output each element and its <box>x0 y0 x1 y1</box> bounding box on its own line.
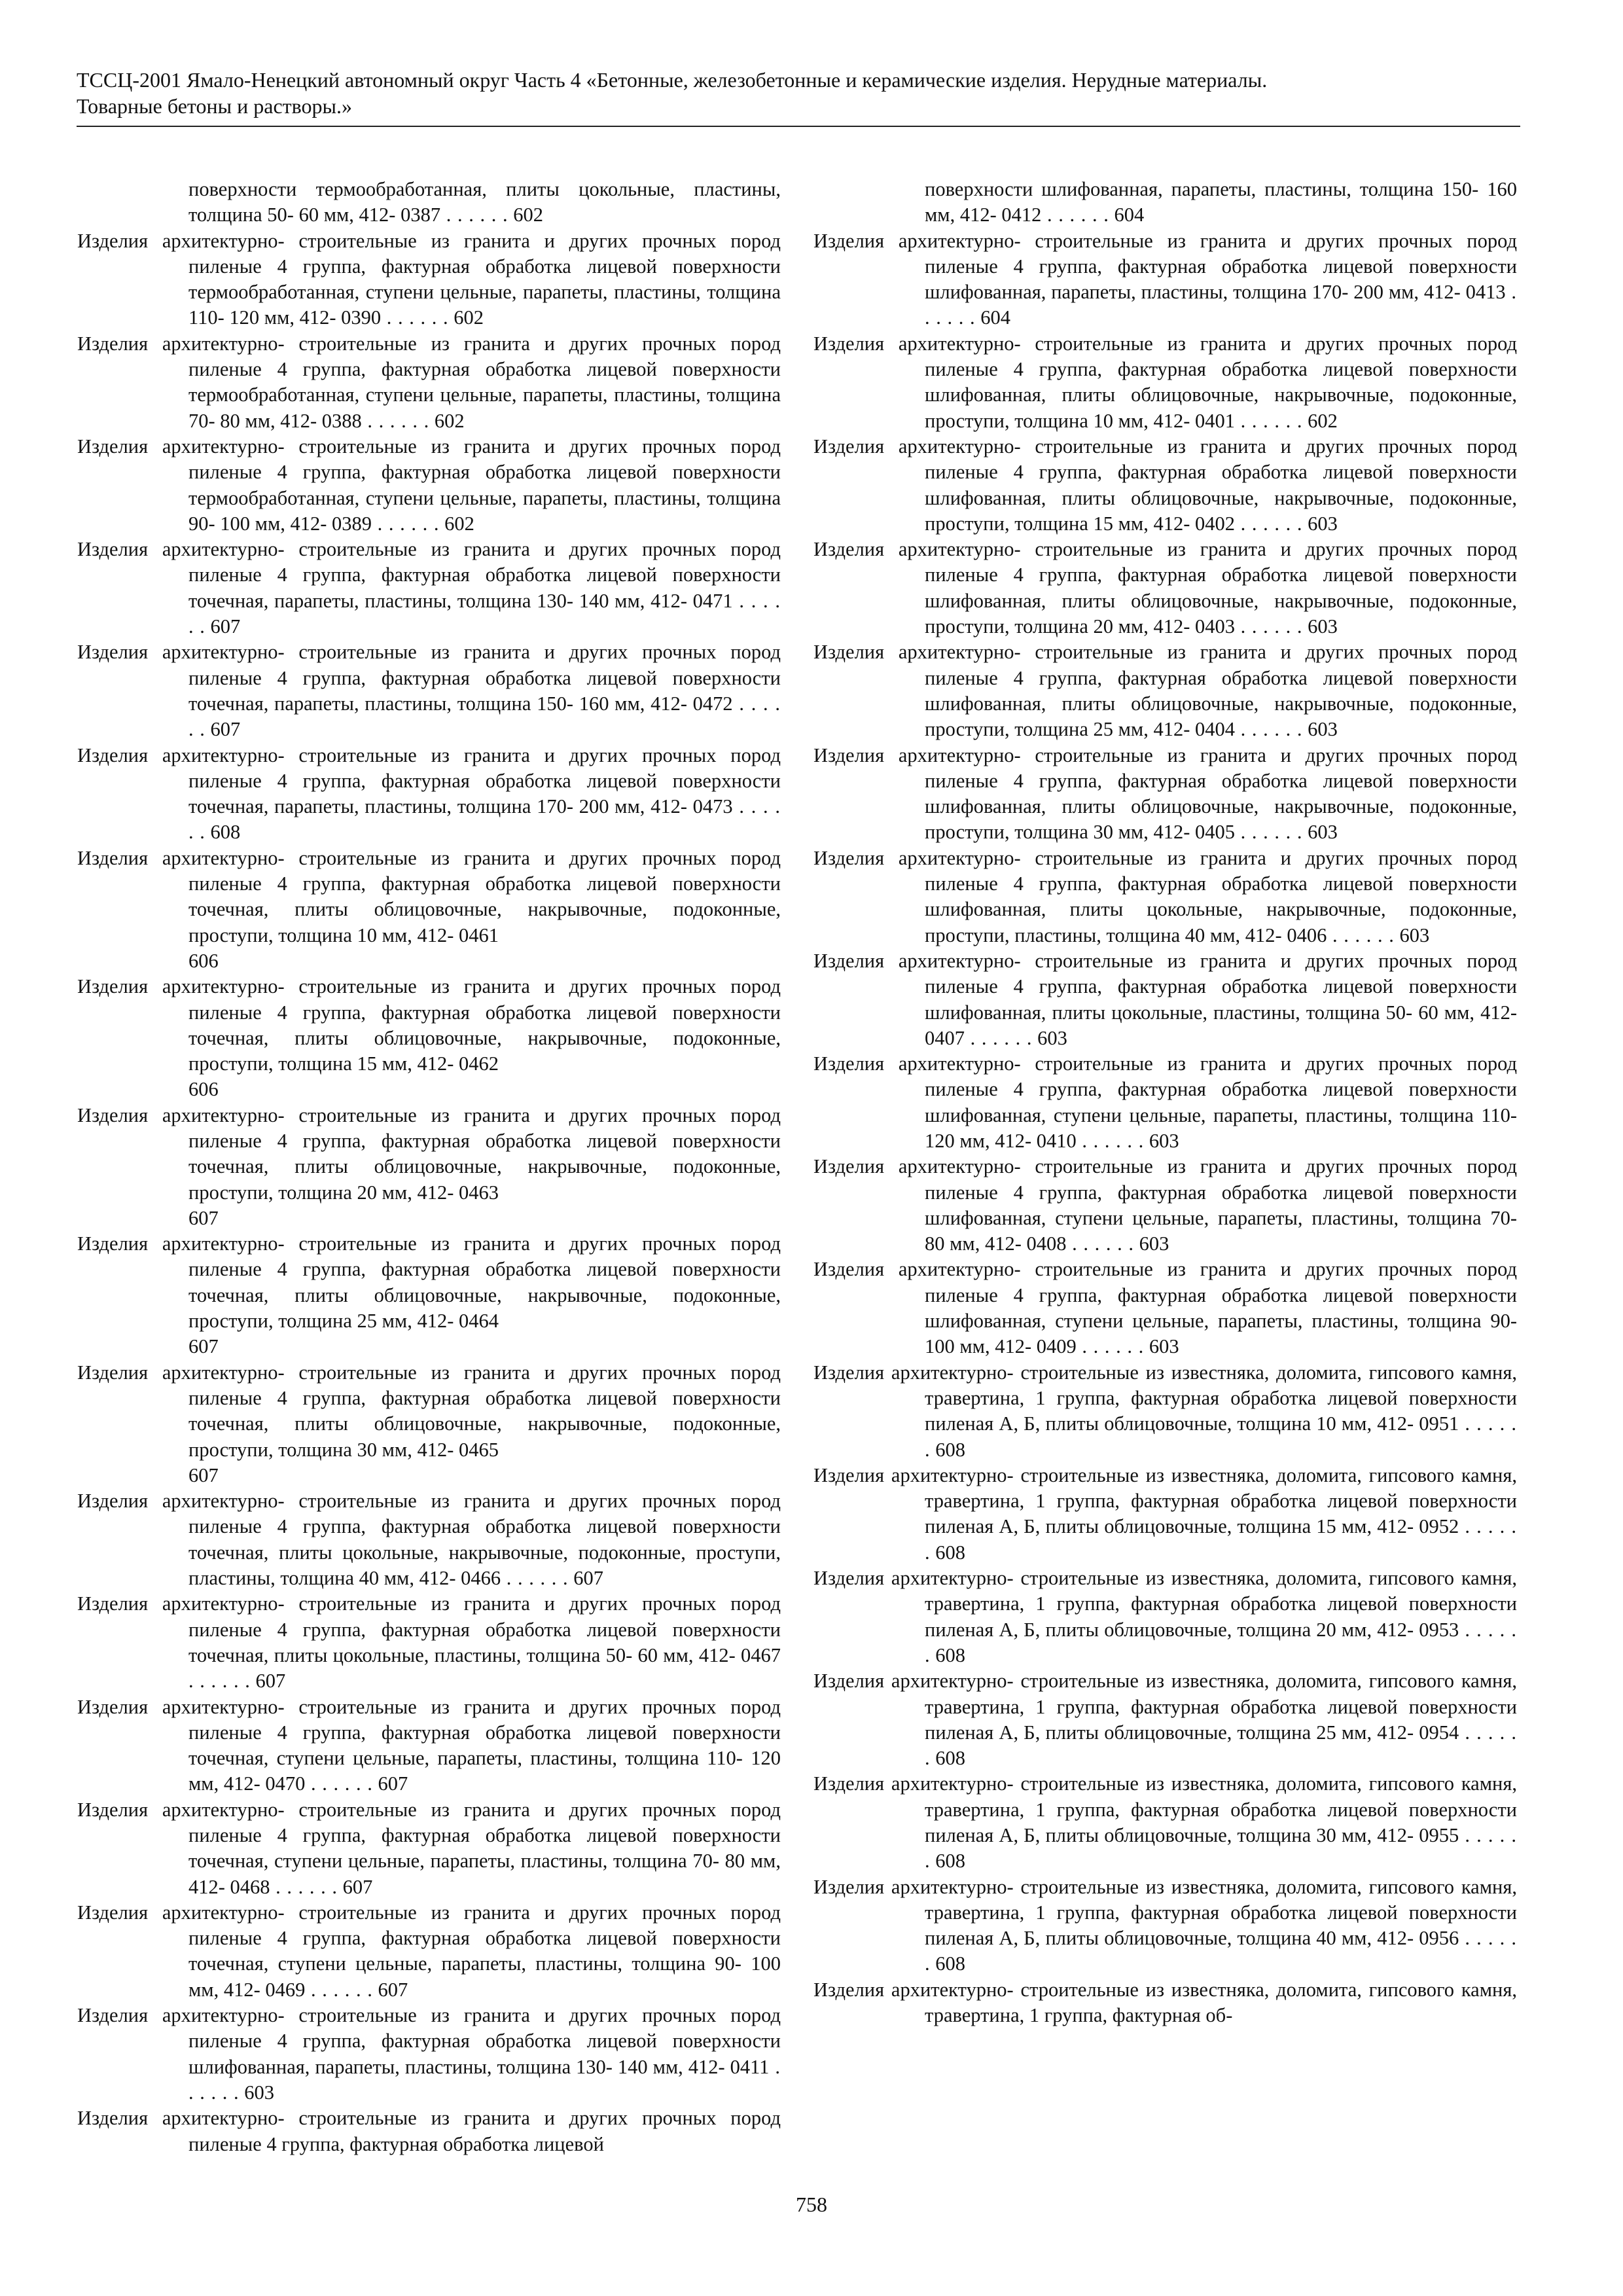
index-entry <box>77 743 781 846</box>
leader-dots: . . . . . . <box>1235 512 1303 535</box>
index-entry <box>77 846 781 974</box>
index-column-left <box>77 177 781 2157</box>
entry-text: поверхности термообработанная, плиты цокольные, пластины, толщина 50- 60 мм, 412- 0387 <box>188 178 781 226</box>
page-reference: 608 <box>935 1541 965 1564</box>
page-reference: 608 <box>935 1850 965 1873</box>
page-reference: 608 <box>210 821 241 844</box>
page-reference: 603 <box>1037 1026 1067 1049</box>
entry-text: Изделия архитектурно- строительные из гранита и других прочных пород пиленые 4 группа, фактурная обработка лицевой поверхности термообработанная, ступени цельные, парапеты, пластины, толщина 110- 120 мм, 412- 0390 <box>77 229 781 329</box>
leader-dots: . . . . . . <box>188 795 781 844</box>
leader-dots: . . . . . . <box>925 1927 1518 1975</box>
entry-text: Изделия архитектурно- строительные из гранита и других прочных пород пиленые 4 группа, фактурная обработка лицевой поверхности шлифованная, ступени цельные, парапеты, пластины, толщина 90- 100 мм, 412- 0409 <box>813 1258 1517 1358</box>
entry-text: Изделия архитектурно- строительные из гранита и других прочных пород пиленые 4 группа, фактурная обработка лицевой поверхности термообработанная, ступени цельные, парапеты, пластины, толщина 90- 100 мм, 412- 0389 <box>77 435 781 535</box>
leader-dots: . . . . . . <box>925 1824 1518 1873</box>
page-reference: 603 <box>1149 1335 1179 1358</box>
leader-dots: . . . . . . <box>188 1670 251 1693</box>
leader-dots: . . . . . . <box>925 281 1518 329</box>
page-reference: 604 <box>1114 204 1145 226</box>
page-reference: 607 <box>378 1978 408 2001</box>
index-entry <box>813 1051 1517 1154</box>
entry-text: Изделия архитектурно- строительные из известняка, доломита, гипсового камня, травертина, 1 группа, фактурная обработка лицевой поверхности пиленая А, Б, плиты облицовочные, толщина 20 мм, 412- 0953 <box>813 1567 1517 1641</box>
leader-dots: . . . . . . <box>440 204 508 226</box>
leader-dots: . . . . . . <box>188 589 781 638</box>
entry-text: Изделия архитектурно- строительные из гранита и других прочных пород пиленые 4 группа, фактурная обработка лицевой <box>77 2107 781 2155</box>
leader-dots: . . . . . . <box>1327 924 1395 946</box>
leader-dots: . . . . . . <box>270 1875 338 1898</box>
leader-dots: . . . . . . <box>925 1721 1518 1770</box>
leader-dots: . . . . . . <box>188 692 781 741</box>
header-line-1: ТССЦ-2001 Ямало-Ненецкий автономный округ Часть 4 «Бетонные, железобетонные и керамические изделия. Нерудные материалы. <box>77 68 1268 92</box>
entry-text: Изделия архитектурно- строительные из гранита и других прочных пород пиленые 4 группа, фактурная обработка лицевой поверхности шлифованная, плиты цокольные, накрывочные, подоконные, проступи, пластины, толщина 40 мм, 412- 0406 <box>813 846 1517 946</box>
index-entry <box>813 331 1517 434</box>
page-reference: 607 <box>188 1463 219 1486</box>
index-entry <box>813 1463 1517 1566</box>
page-reference: 606 <box>188 949 219 972</box>
index-entry <box>77 228 781 331</box>
entry-text: Изделия архитектурно- строительные из известняка, доломита, гипсового камня, травертина, 1 группа, фактурная обработка лицевой поверхности пиленая А, Б, плиты облицовочные, толщина 25 мм, 412- 0954 <box>813 1670 1517 1744</box>
leader-dots: . . . . . . <box>361 409 430 432</box>
page-reference: 602 <box>513 204 543 226</box>
index-entry <box>813 434 1517 537</box>
index-entry <box>813 537 1517 639</box>
page-reference: 607 <box>378 1772 408 1795</box>
leader-dots: . . . . . . <box>1235 821 1303 844</box>
entry-text: Изделия архитектурно- строительные из гранита и других прочных пород пиленые 4 группа, фактурная обработка лицевой поверхности точечная, плиты цокольные, пластины, толщина 50- 60 мм, 412- 0467 <box>77 1592 781 1666</box>
entry-text: Изделия архитектурно- строительные из гранита и других прочных пород пиленые 4 группа, фактурная обработка лицевой поверхности точечная, плиты облицовочные, накрывочные, подоконные, проступи, толщина 15 мм, 412- 0462 <box>77 975 781 1075</box>
leader-dots: . . . . . . <box>372 512 440 535</box>
index-entry <box>77 1360 781 1488</box>
leader-dots: . . . . . . <box>965 1026 1033 1049</box>
page-reference: 608 <box>935 1952 965 1975</box>
page-reference: 607 <box>255 1670 286 1693</box>
page-reference: 607 <box>210 615 241 638</box>
page-reference: 603 <box>1308 615 1338 638</box>
leader-dots: . . . . . . <box>925 1515 1518 1564</box>
page-reference: 604 <box>980 306 1010 329</box>
entry-text: Изделия архитектурно- строительные из гранита и других прочных пород пиленые 4 группа, фактурная обработка лицевой поверхности термообработанная, ступени цельные, парапеты, пластины, толщина 70- 80 мм, 412- 0388 <box>77 332 781 432</box>
index-entry <box>813 1874 1517 1977</box>
entry-text: поверхности шлифованная, парапеты, пластины, толщина 150- 160 мм, 412- 0412 <box>925 178 1517 226</box>
entry-text: Изделия архитектурно- строительные из гранита и других прочных пород пиленые 4 группа, фактурная обработка лицевой поверхности шлифованная, ступени цельные, парапеты, пластины, толщина 70- 80 мм, 412- 0408 <box>813 1155 1517 1255</box>
index-entry <box>77 974 781 1102</box>
page-reference: 607 <box>210 718 241 741</box>
leader-dots: . . . . . . <box>1235 615 1303 638</box>
entry-text: Изделия архитектурно- строительные из гранита и других прочных пород пиленые 4 группа, фактурная обработка лицевой поверхности шлифованная, плиты цокольные, пластины, толщина 50- 60 мм, 412- 0407 <box>813 949 1517 1049</box>
leader-dots: . . . . . . <box>381 306 449 329</box>
running-header <box>77 67 1520 127</box>
header-line-2: Товарные бетоны и растворы.» <box>77 94 353 118</box>
leader-dots: . . . . . . <box>1235 718 1303 741</box>
page-reference: 606 <box>188 1078 219 1101</box>
index-entry <box>77 537 781 639</box>
index-entry <box>77 1231 781 1359</box>
index-entry <box>813 948 1517 1051</box>
entry-text: Изделия архитектурно- строительные из известняка, доломита, гипсового камня, травертина, 1 группа, фактурная обработка лицевой поверхности пиленая А, Б, плиты облицовочные, толщина 10 мм, 412- 0951 <box>813 1361 1517 1435</box>
page-reference: 603 <box>1308 512 1338 535</box>
index-entry <box>77 177 781 228</box>
entry-text: Изделия архитектурно- строительные из гранита и других прочных пород пиленые 4 группа, фактурная обработка лицевой поверхности точечная, ступени цельные, парапеты, пластины, толщина 70- 80 мм, 412- 0468 <box>77 1798 781 1898</box>
index-entry <box>77 1695 781 1797</box>
page-reference: 603 <box>1308 718 1338 741</box>
leader-dots: . . . . . . <box>305 1978 373 2001</box>
page-reference: 603 <box>1149 1129 1179 1152</box>
entry-text: Изделия архитектурно- строительные из гранита и других прочных пород пиленые 4 группа, фактурная обработка лицевой поверхности точечная, плиты облицовочные, накрывочные, подоконные, проступи, толщина 25 мм, 412- 0464 <box>77 1232 781 1333</box>
index-entry <box>77 2003 781 2106</box>
index-entry <box>813 1771 1517 1874</box>
page-reference: 607 <box>188 1206 219 1229</box>
entry-text: Изделия архитектурно- строительные из гранита и других прочных пород пиленые 4 группа, фактурная обработка лицевой поверхности шлифованная, плиты облицовочные, накрывочные, подоконные, проступи, толщина 10 мм, 412- 0401 <box>813 332 1517 432</box>
entry-text: Изделия архитектурно- строительные из гранита и других прочных пород пиленые 4 группа, фактурная обработка лицевой поверхности точечная, плиты облицовочные, накрывочные, подоконные, проступи, толщина 30 мм, 412- 0465 <box>77 1361 781 1461</box>
index-entry <box>813 177 1517 228</box>
index-entry <box>77 1488 781 1591</box>
index-entry <box>77 2106 781 2157</box>
leader-dots: . . . . . . <box>1076 1335 1145 1358</box>
page-reference: 602 <box>1308 409 1338 432</box>
index-entry <box>77 331 781 434</box>
entry-text: Изделия архитектурно- строительные из гранита и других прочных пород пиленые 4 группа, фактурная обработка лицевой поверхности точечная, ступени цельные, парапеты, пластины, толщина 90- 100 мм, 412- 0469 <box>77 1901 781 2001</box>
page-number: 758 <box>796 2193 827 2216</box>
page-reference: 602 <box>454 306 484 329</box>
leader-dots: . . . . . . <box>925 1412 1518 1461</box>
leader-dots: . . . . . . <box>925 1618 1518 1666</box>
index-entry <box>813 1154 1517 1257</box>
index-entry <box>77 1591 781 1694</box>
index-entry <box>813 1668 1517 1771</box>
page-reference: 603 <box>1399 924 1430 946</box>
entry-text: Изделия архитектурно- строительные из гранита и других прочных пород пиленые 4 группа, фактурная обработка лицевой поверхности точечная, парапеты, пластины, толщина 150- 160 мм, 412- 0472 <box>77 641 781 715</box>
index-entry <box>813 1257 1517 1359</box>
leader-dots: . . . . . . <box>305 1772 373 1795</box>
index-entry <box>77 434 781 537</box>
entry-text: Изделия архитектурно- строительные из известняка, доломита, гипсового камня, травертина, 1 группа, фактурная обработка лицевой поверхности пиленая А, Б, плиты облицовочные, толщина 15 мм, 412- 0952 <box>813 1463 1517 1538</box>
entry-text: Изделия архитектурно- строительные из гранита и других прочных пород пиленые 4 группа, фактурная обработка лицевой поверхности точечная, плиты облицовочные, накрывочные, подоконные, проступи, толщина 20 мм, 412- 0463 <box>77 1103 781 1204</box>
entry-text: Изделия архитектурно- строительные из гранита и других прочных пород пиленые 4 группа, фактурная обработка лицевой поверхности точечная, парапеты, пластины, толщина 170- 200 мм, 412- 0473 <box>77 744 781 818</box>
entry-text: Изделия архитектурно- строительные из гранита и других прочных пород пиленые 4 группа, фактурная обработка лицевой поверхности шлифованная, парапеты, пластины, толщина 130- 140 мм, 412- 0411 <box>77 2004 781 2078</box>
entry-text: Изделия архитектурно- строительные из известняка, доломита, гипсового камня, травертина, 1 группа, фактурная обработка лицевой поверхности пиленая А, Б, плиты облицовочные, толщина 40 мм, 412- 0956 <box>813 1875 1517 1950</box>
index-entry <box>813 228 1517 331</box>
leader-dots: . . . . . . <box>1076 1129 1145 1152</box>
entry-text: Изделия архитектурно- строительные из гранита и других прочных пород пиленые 4 группа, фактурная обработка лицевой поверхности шлифованная, плиты облицовочные, накрывочные, подоконные, проступи, толщина 25 мм, 412- 0404 <box>813 641 1517 741</box>
index-entry <box>77 1103 781 1231</box>
leader-dots: . . . . . . <box>188 2055 781 2104</box>
entry-text: Изделия архитектурно- строительные из гранита и других прочных пород пиленые 4 группа, фактурная обработка лицевой поверхности точечная, парапеты, пластины, толщина 130- 140 мм, 412- 0471 <box>77 538 781 612</box>
page-reference: 607 <box>573 1567 604 1590</box>
leader-dots: . . . . . . <box>1066 1232 1135 1255</box>
index-entry <box>77 1900 781 2003</box>
page-reference: 608 <box>935 1747 965 1770</box>
index-column-right <box>813 177 1517 2028</box>
index-entry <box>813 1566 1517 1668</box>
index-entry <box>77 1797 781 1900</box>
page-reference: 603 <box>1308 821 1338 844</box>
leader-dots: . . . . . . <box>1235 409 1303 432</box>
entry-text: Изделия архитектурно- строительные из гранита и других прочных пород пиленые 4 группа, фактурная обработка лицевой поверхности шлифованная, парапеты, пластины, толщина 170- 200 мм, 412- 0413 <box>813 229 1517 304</box>
index-entry <box>813 1977 1517 2029</box>
page-reference: 603 <box>1139 1232 1169 1255</box>
entry-text: Изделия архитектурно- строительные из гранита и других прочных пород пиленые 4 группа, фактурная обработка лицевой поверхности точечная, ступени цельные, парапеты, пластины, толщина 110- 120 мм, 412- 0470 <box>77 1695 781 1795</box>
leader-dots: . . . . . . <box>1041 204 1109 226</box>
index-entry <box>813 639 1517 742</box>
entry-text: Изделия архитектурно- строительные из гранита и других прочных пород пиленые 4 группа, фактурная обработка лицевой поверхности точечная, плиты цокольные, накрывочные, подоконные, проступи, пластины, толщина 40 мм, 412- 0466 <box>77 1490 781 1590</box>
entry-text: Изделия архитектурно- строительные из известняка, доломита, гипсового камня, травертина, 1 группа, фактурная об- <box>813 1978 1517 2027</box>
entry-text: Изделия архитектурно- строительные из гранита и других прочных пород пиленые 4 группа, фактурная обработка лицевой поверхности шлифованная, плиты облицовочные, накрывочные, подоконные, проступи, толщина 15 мм, 412- 0402 <box>813 435 1517 535</box>
index-entry <box>813 1360 1517 1463</box>
entry-text: Изделия архитектурно- строительные из гранита и других прочных пород пиленые 4 группа, фактурная обработка лицевой поверхности точечная, плиты облицовочные, накрывочные, подоконные, проступи, толщина 10 мм, 412- 0461 <box>77 846 781 946</box>
page-reference: 603 <box>244 2081 274 2104</box>
page-reference: 607 <box>342 1875 373 1898</box>
page-reference: 608 <box>935 1438 965 1461</box>
entry-text: Изделия архитектурно- строительные из гранита и других прочных пород пиленые 4 группа, фактурная обработка лицевой поверхности шлифованная, плиты облицовочные, накрывочные, подоконные, проступи, толщина 20 мм, 412- 0403 <box>813 538 1517 638</box>
entry-text: Изделия архитектурно- строительные из гранита и других прочных пород пиленые 4 группа, фактурная обработка лицевой поверхности шлифованная, ступени цельные, парапеты, пластины, толщина 110- 120 мм, 412- 0410 <box>813 1052 1517 1152</box>
leader-dots: . . . . . . <box>501 1567 569 1590</box>
index-entry <box>77 639 781 742</box>
page-reference: 602 <box>444 512 474 535</box>
page-reference: 607 <box>188 1335 219 1358</box>
page-reference: 602 <box>434 409 465 432</box>
entry-text: Изделия архитектурно- строительные из гранита и других прочных пород пиленые 4 группа, фактурная обработка лицевой поверхности шлифованная, плиты облицовочные, накрывочные, подоконные, проступи, толщина 30 мм, 412- 0405 <box>813 744 1517 844</box>
index-entry <box>813 846 1517 948</box>
index-entry <box>813 743 1517 846</box>
entry-text: Изделия архитектурно- строительные из известняка, доломита, гипсового камня, травертина, 1 группа, фактурная обработка лицевой поверхности пиленая А, Б, плиты облицовочные, толщина 30 мм, 412- 0955 <box>813 1772 1517 1846</box>
page-reference: 608 <box>935 1643 965 1666</box>
